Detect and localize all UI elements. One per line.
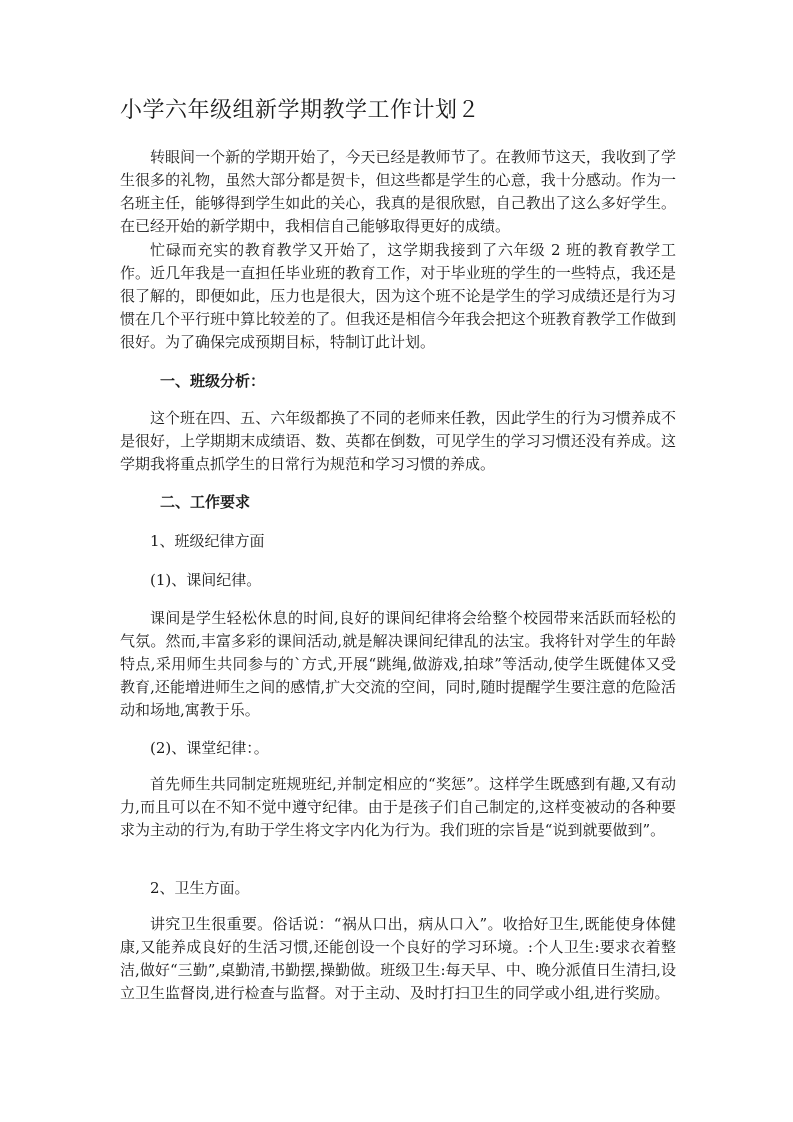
subheading-hygiene: 2、卫生方面。 <box>150 879 250 897</box>
document-title: 小学六年级组新学期教学工作计划２ <box>120 98 481 123</box>
break-discipline-paragraph: 课间是学生轻松休息的时间,良好的课间纪律将会给整个校园带来活跃而轻松的气氛。然而,丰富多彩的课间活动,就是解决课间纪律乱的法宝。我将针对学生的年龄特点,采用师生共同参与的`方式,开展“跳绳,做游戏,拍球”等活动,使学生既健体又受教育,还能增进师生之间的感情,扩大交流的空间，同时,随时提醒学生要注意的危险活动和场地,寓教于乐。 <box>120 609 676 719</box>
intro-paragraph: 转眼间一个新的学期开始了，今天已经是教师节了。在教师节这天，我收到了学生很多的礼物，虽然大部分都是贺卡，但这些都是学生的心意，我十分感动。作为一名班主任，能够得到学生如此的关心，我真的是很欣慰，自己教出了这么多好学生。在已经开始的新学期中，我相信自己能够取得更好的成绩。 <box>120 148 676 235</box>
class-analysis-paragraph: 这个班在四、五、六年级都换了不同的老师来任教，因此学生的行为习惯养成不是很好，上学期期末成绩语、数、英都在倒数，可见学生的学习习惯还没有养成。这学期我将重点抓学生的日常行为规范和学习习惯的养成。 <box>120 409 676 473</box>
subheading-class-discipline: 1、班级纪律方面 <box>150 532 265 550</box>
section-heading-work-requirements: 二、工作要求 <box>160 493 251 511</box>
background-paragraph: 忙碌而充实的教育教学又开始了，这学期我接到了六年级 2 班的教育教学工作。近几年我是一直担任毕业班的教育工作，对于毕业班的学生的一些特点，我还是很了解的，即便如此，压力也是很大，因为这个班不论是学生的学习成绩还是行为习惯在几个平行班中算比较差的了。但我还是相信今年我会把这个班教育教学工作做到很好。为了确保完成预期目标，特制订此计划。 <box>120 241 676 351</box>
subheading-break-discipline: (1)、课间纪律。 <box>150 571 262 589</box>
section-heading-class-analysis: 一、班级分析： <box>160 372 266 390</box>
classroom-discipline-paragraph: 首先师生共同制定班规班纪,并制定相应的“奖惩”。这样学生既感到有趣,又有动力,而且可以在不知不觉中遵守纪律。由于是孩子们自己制定的,这样变被动的各种要求为主动的行为,有助于学生将文字内化为行为。我们班的宗旨是“说到就要做到”。 <box>120 775 676 839</box>
hygiene-paragraph: 讲究卫生很重要。俗话说：“祸从口出，病从口入”。收拾好卫生,既能使身体健康,又能养成良好的生活习惯,还能创设一个良好的学习环境。:个人卫生:要求衣着整洁,做好“三勤”,桌勤清,书勤摆,操勤做。班级卫生:每天早、中、晚分派值日生清扫,设立卫生监督岗,进行检查与监督。对于主动、及时打扫卫生的同学或小组,进行奖励。 <box>120 915 676 1002</box>
subheading-classroom-discipline: (2)、课堂纪律：。 <box>150 739 269 757</box>
